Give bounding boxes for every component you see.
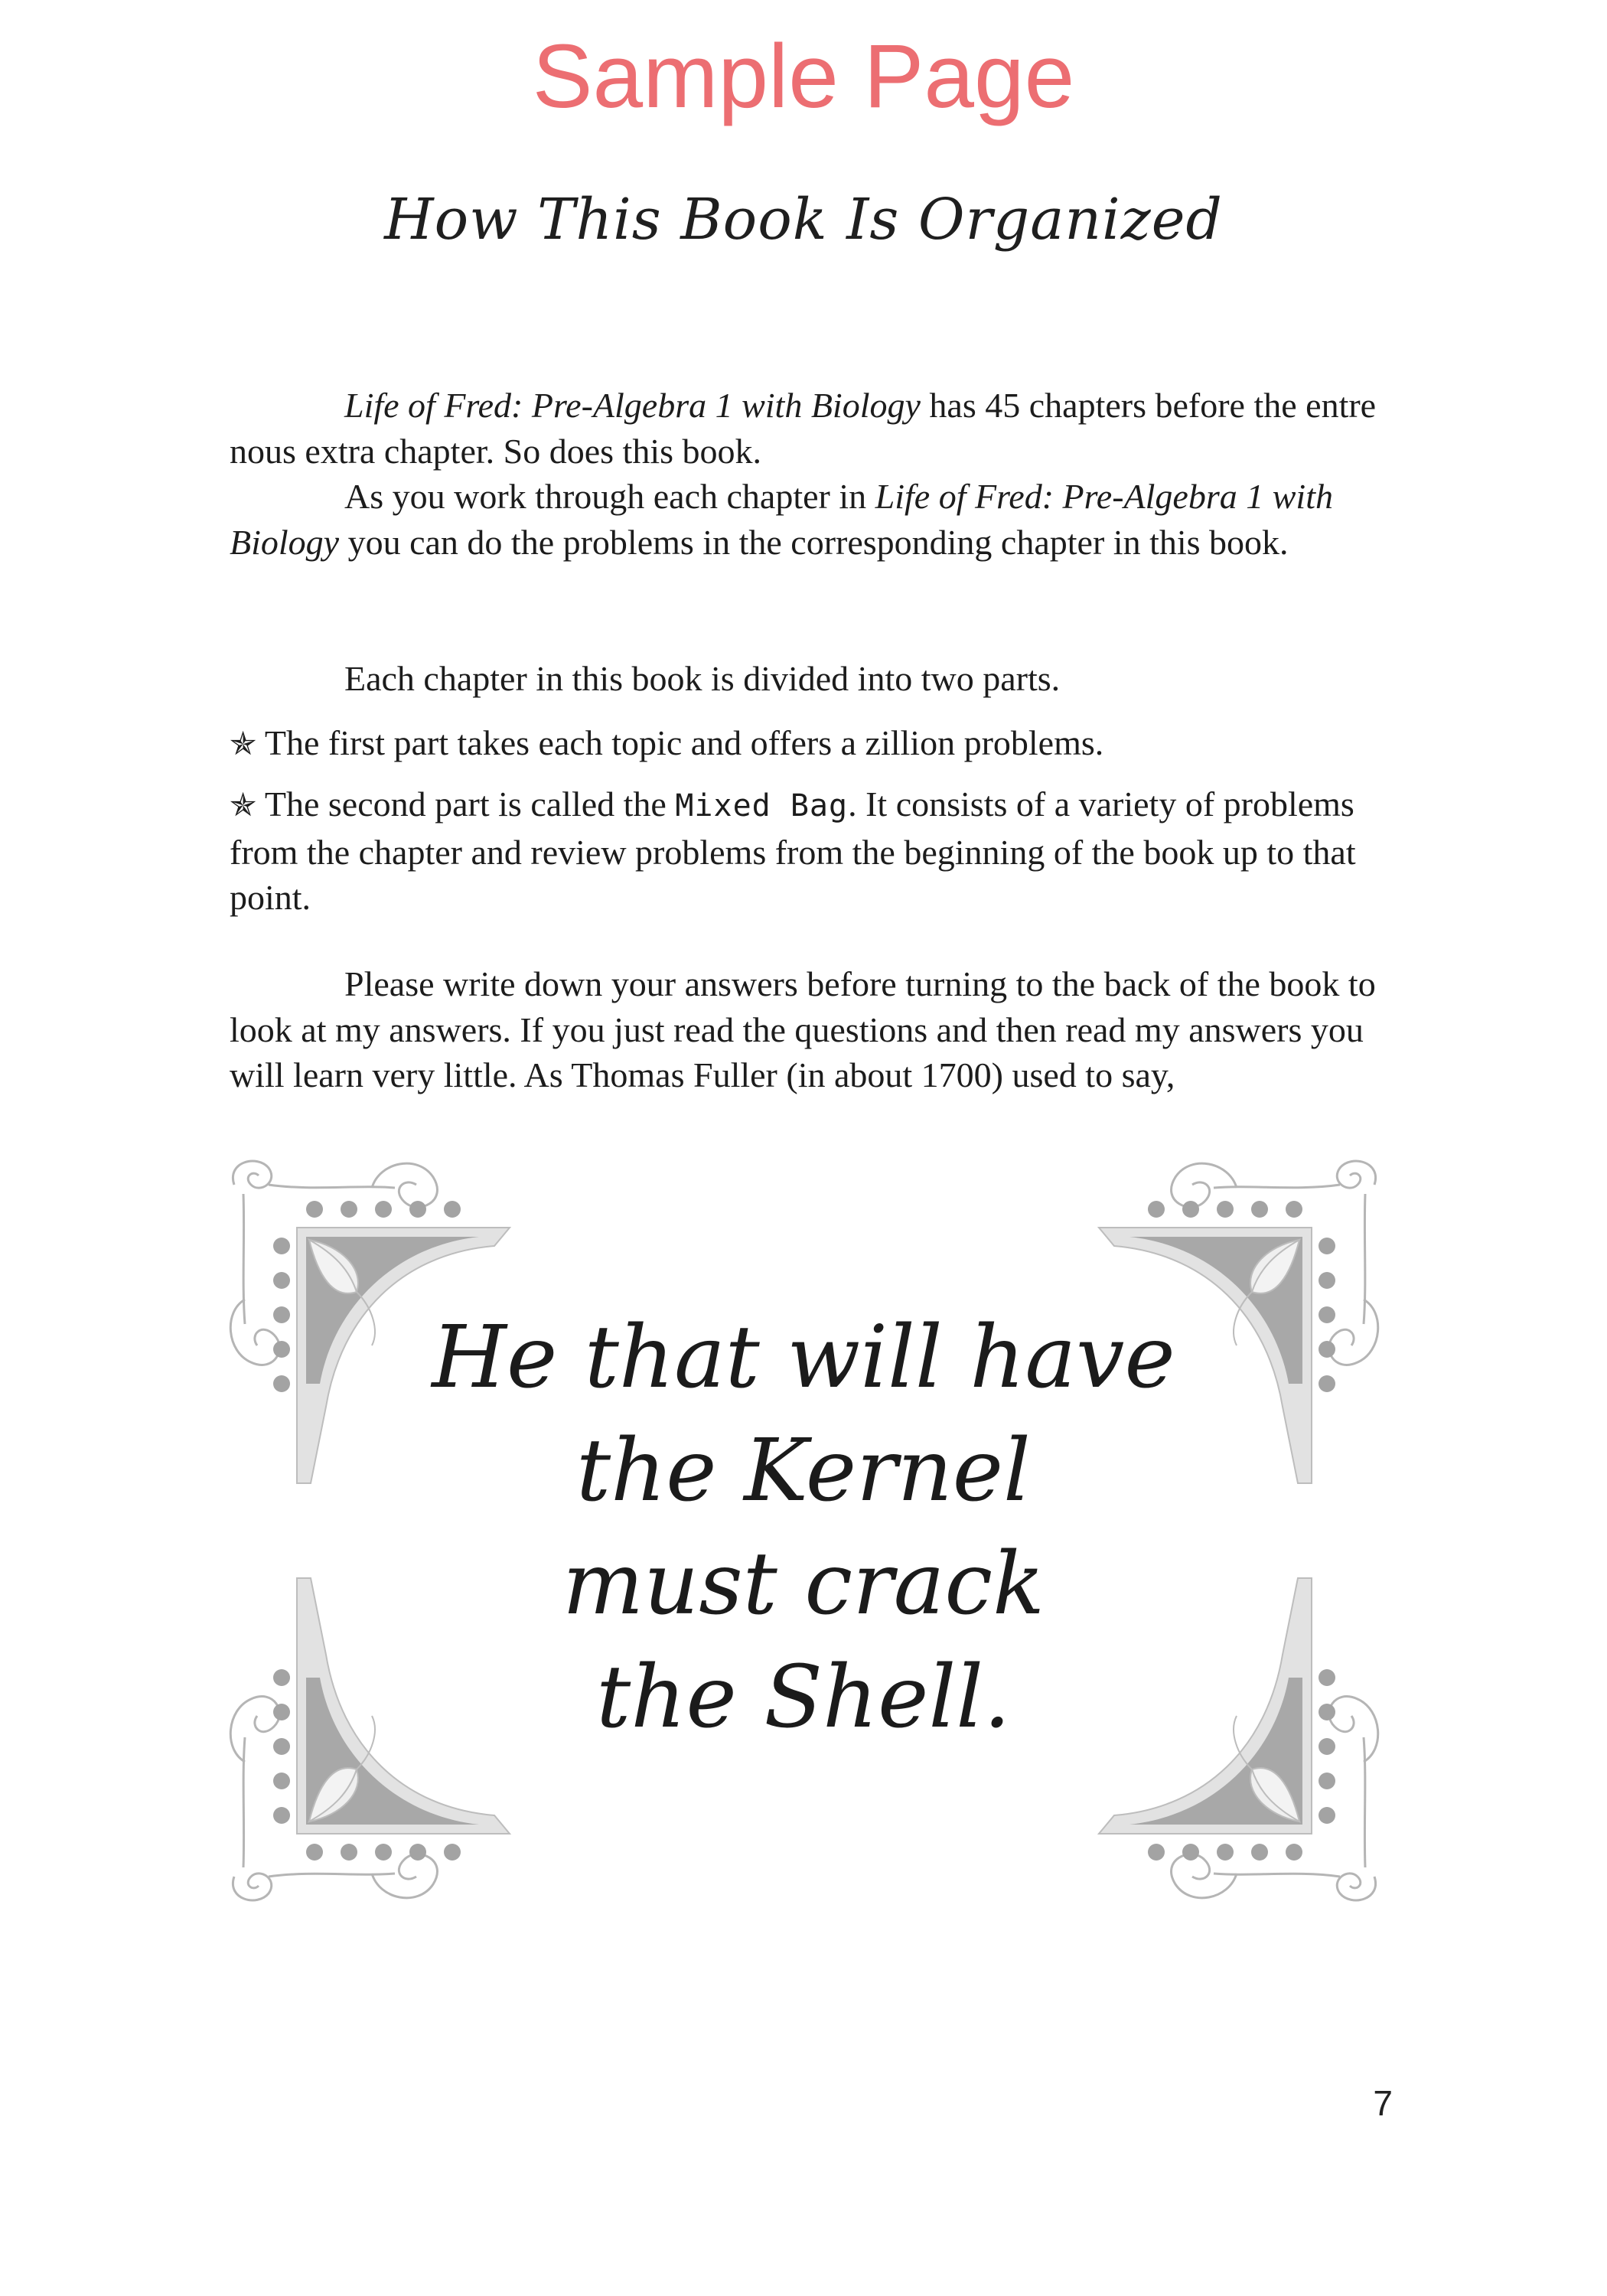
bullet-second-part — [230, 781, 1393, 921]
parts-section — [230, 656, 1393, 921]
chapter-title: How This Book Is Organized — [384, 187, 1223, 253]
second-part-lead: The second part is called the — [264, 784, 676, 823]
page-number: 7 — [1373, 2083, 1393, 2123]
book-title: Life of Fred: Pre-Algebra 1 with Biology — [230, 477, 1333, 562]
intro-paragraph-1 — [230, 383, 1393, 474]
bullet-first-part — [230, 720, 1393, 768]
second-part-text: . It consists of a variety of problems from the chapter and review problems from the beginning of the book up to that point. — [230, 784, 1356, 917]
intro-paragraph-1-text: has 45 chapters before the entre nous extra chapter. So does this book. — [230, 386, 1377, 471]
book-title: Life of Fred: Pre-Algebra 1 with Biology — [344, 386, 921, 425]
first-part-text: The first part takes each topic and offers a zillion problems. — [264, 722, 1104, 762]
closing-paragraph: Please write down your answers before turning to the back of the book to look at my answers. If you just read the questions and then read my answers you will learn very little. As Thomas Fuller (in about 1700) used to say, — [230, 964, 1376, 1094]
closing-section — [230, 961, 1393, 1098]
quote-line: the Kernel — [576, 1421, 1031, 1521]
star-bullet-icon: ✯ — [230, 788, 257, 823]
quote-line: He that will have — [432, 1308, 1175, 1407]
mixed-bag-label: Mixed Bag — [675, 788, 849, 823]
intro-paragraph-2 — [230, 474, 1393, 565]
intro-paragraph-2-text: you can do the problems in the corresponding chapter in this book. — [339, 522, 1289, 562]
star-bullet-icon: ✯ — [230, 726, 257, 762]
intro-section — [230, 383, 1393, 565]
parts-intro: Each chapter in this book is divided into two parts. — [344, 659, 1061, 698]
quote-line: the Shell. — [596, 1648, 1011, 1747]
sample-page-watermark: Sample Page — [532, 26, 1075, 127]
quote-line: must crack — [562, 1534, 1045, 1634]
thomas-fuller-quote — [429, 1301, 1178, 1754]
intro-paragraph-2-lead: As you work through each chapter in — [344, 477, 875, 516]
